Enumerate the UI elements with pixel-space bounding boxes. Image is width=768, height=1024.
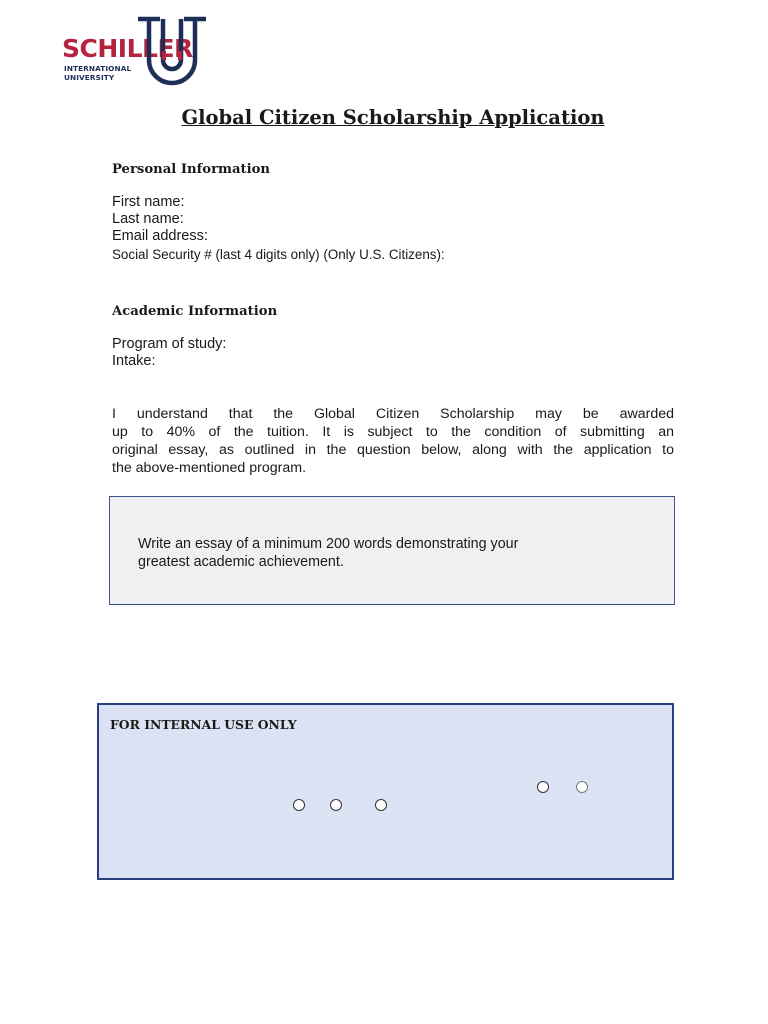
ssn-label: Social Security # (last 4 digits only) (Only U.S. Citizens): (112, 247, 445, 262)
essay-prompt-text: Write an essay of a minimum 200 words demonstrating your greatest academic achievement. (138, 536, 519, 570)
intake-label: Intake: (112, 353, 156, 369)
radio-option-5[interactable] (576, 781, 588, 793)
logo-subtitle (64, 64, 131, 82)
email-label: Email address: (112, 228, 208, 244)
last-name-label: Last name: (112, 211, 184, 227)
radio-option-1[interactable] (293, 799, 305, 811)
radio-option-4[interactable] (537, 781, 549, 793)
radio-option-2[interactable] (330, 799, 342, 811)
academic-info-heading: Academic Information (112, 304, 278, 319)
essay-prompt-box (109, 496, 675, 605)
radio-option-3[interactable] (375, 799, 387, 811)
internal-use-title: FOR INTERNAL USE ONLY (110, 717, 297, 732)
logo-subtitle-line1: INTERNATIONAL (64, 64, 132, 73)
internal-use-box (97, 703, 674, 880)
logo-wordmark: SCHILLER (62, 34, 193, 63)
statement-line: up to 40% of the tuition. It is subject to the condition of submitting an (112, 424, 674, 440)
scholarship-statement (112, 405, 674, 477)
logo-u-emblem-icon (134, 16, 210, 92)
personal-info-heading: Personal Information (112, 162, 271, 177)
program-label: Program of study: (112, 336, 227, 352)
schiller-logo (62, 16, 212, 92)
logo-subtitle-line2: UNIVERSITY (64, 73, 115, 82)
statement-line: I understand that the Global Citizen Scholarship may be awarded (112, 406, 674, 422)
statement-line: original essay, as outlined in the question below, along with the application to (112, 442, 674, 458)
statement-line: the above-mentioned program. (112, 460, 307, 476)
first-name-label: First name: (112, 194, 185, 210)
page-title: Global Citizen Scholarship Application (181, 106, 605, 129)
